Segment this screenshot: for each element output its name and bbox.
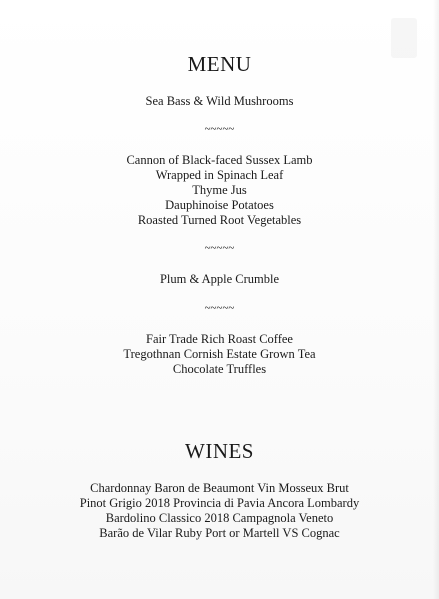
coffee-item: Fair Trade Rich Roast Coffee	[146, 332, 293, 346]
main-item: Wrapped in Spinach Leaf	[155, 168, 284, 182]
wine-item: Pinot Grigio 2018 Provincia di Pavia Ancora Lombardy	[79, 496, 360, 510]
coffee-item: Tregothnan Cornish Estate Grown Tea	[123, 347, 316, 361]
wine-item: Barão de Vilar Ruby Port or Martell VS Cognac	[99, 526, 340, 540]
main-item: Roasted Turned Root Vegetables	[137, 213, 302, 227]
separator: ~~~~~	[204, 302, 235, 314]
main-item: Thyme Jus	[192, 183, 247, 197]
main-item: Cannon of Black-faced Sussex Lamb	[126, 153, 313, 167]
separator: ~~~~~	[204, 242, 235, 254]
main-item: Dauphinoise Potatoes	[165, 198, 274, 212]
starter-item: Sea Bass & Wild Mushrooms	[145, 94, 294, 108]
menu-title: MENU	[187, 52, 252, 76]
wines-title: WINES	[185, 439, 254, 463]
wine-item: Chardonnay Baron de Beaumont Vin Mosseux Brut	[90, 481, 349, 495]
coffee-item: Chocolate Truffles	[172, 362, 267, 376]
wine-item: Bardolino Classico 2018 Campagnola Veneto	[105, 511, 334, 525]
dessert-item: Plum & Apple Crumble	[159, 272, 280, 286]
separator: ~~~~~	[204, 123, 235, 135]
